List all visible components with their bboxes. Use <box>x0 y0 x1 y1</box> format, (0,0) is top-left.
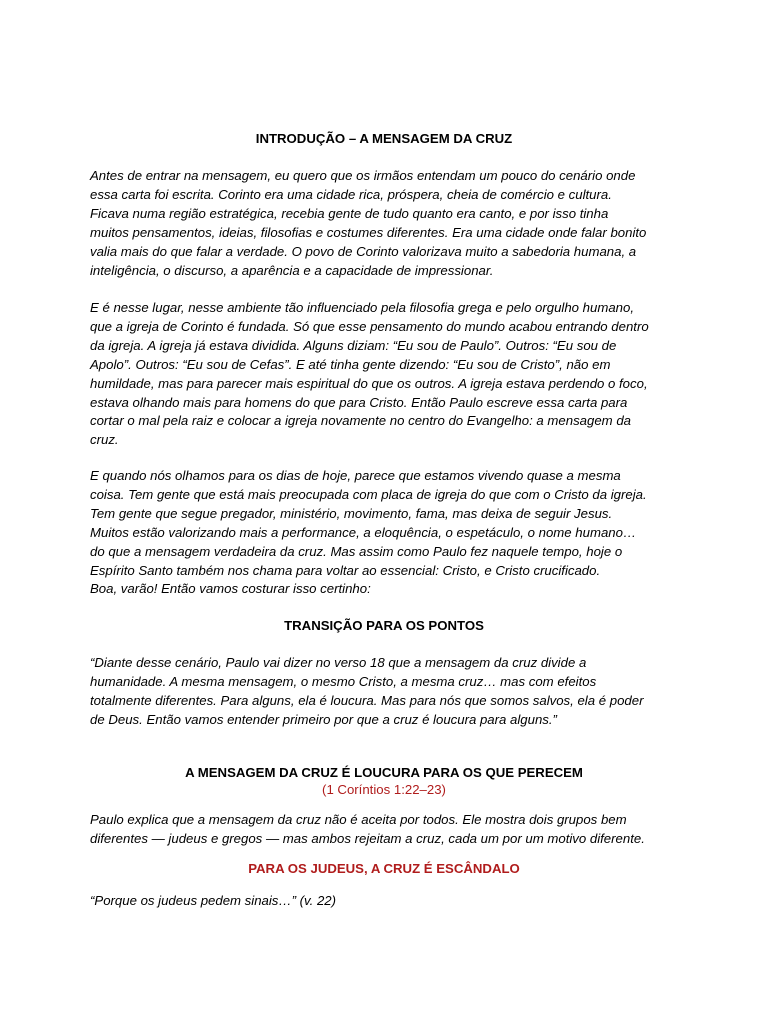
heading-transicao: TRANSIÇÃO PARA OS PONTOS <box>284 618 484 633</box>
heading-introducao: INTRODUÇÃO – A MENSAGEM DA CRUZ <box>255 131 513 146</box>
heading-loucura-para-os-que-perecem: A MENSAGEM DA CRUZ É LOUCURA PARA OS QUE PERECEM <box>185 765 583 780</box>
paragraph-igreja-dividida: E é nesse lugar, nesse ambiente tão influenciado pela filosofia grega e pelo orgulho humano, que a igreja de Corinto é fundada. Só que esse pensamento do mundo acabou entrando dentro da igreja. A igreja já estava dividida. Alguns diziam: “Eu sou de Paulo”. Outros: “Eu sou de Apolo”. Outros: “Eu sou de Cefas”. E até tinha gente dizendo: “Eu sou de Cristo”, não em humildade, mas para parecer mais espiritual do que os outros. A igreja estava perdendo o foco, estava olhando mais para homens do que para Cristo. Então Paulo escreve essa carta para cortar o mal pela raiz e colocar a igreja novamente no centro do Evangelho: a mensagem da cruz. <box>90 300 649 448</box>
scripture-reference: (1 Coríntios 1:22–23) <box>322 782 446 797</box>
quote-verse-22: “Porque os judeus pedem sinais…” (v. 22) <box>90 893 337 908</box>
paragraph-cenario-corinto: Antes de entrar na mensagem, eu quero que os irmãos entendam um pouco do cenário onde essa carta foi escrita. Corinto era uma cidade rica, próspera, cheia de comércio e cultura. Ficava numa região estratégica, recebia gente de tudo quanto era canto, e por isso tinha muitos pensamentos, ideias, filosofias e costumes diferentes. Era uma cidade onde falar bonito valia mais do que falar a verdade. O povo de Corinto valorizava muito a sabedoria humana, a inteligência, o discurso, a aparência e a capacidade de impressionar. <box>90 168 647 278</box>
paragraph-dois-grupos: Paulo explica que a mensagem da cruz não é aceita por todos. Ele mostra dois grupos bem diferentes — judeus e gregos — mas ambos rejeitam a cruz, cada um por um motivo diferente. <box>90 812 645 846</box>
paragraph-transicao-quote: “Diante desse cenário, Paulo vai dizer no verso 18 que a mensagem da cruz divide a humanidade. A mesma mensagem, o mesmo Cristo, a mesma cruz… mas com efeitos totalmente diferentes. Para alguns, ela é loucura. Mas para nós que somos salvos, ela é poder de Deus. Então vamos entender primeiro por que a cruz é loucura para alguns.” <box>90 655 644 727</box>
heading-judeus-escandalo: PARA OS JUDEUS, A CRUZ É ESCÂNDALO <box>248 861 520 876</box>
paragraph-dias-de-hoje: E quando nós olhamos para os dias de hoje, parece que estamos vivendo quase a mesma coisa. Tem gente que está mais preocupada com placa de igreja do que com o Cristo da igreja. Tem gente que segue pregador, ministério, movimento, fama, mas deixa de seguir Jesus. Muitos estão valorizando mais a performance, a eloquência, o espetáculo, o nome humano… do que a mensagem verdadeira da cruz. Mas assim como Paulo fez naquele tempo, hoje o Espírito Santo também nos chama para voltar ao essencial: Cristo, e Cristo crucificado. Boa, varão! Então vamos costurar isso certinho: <box>90 468 647 597</box>
